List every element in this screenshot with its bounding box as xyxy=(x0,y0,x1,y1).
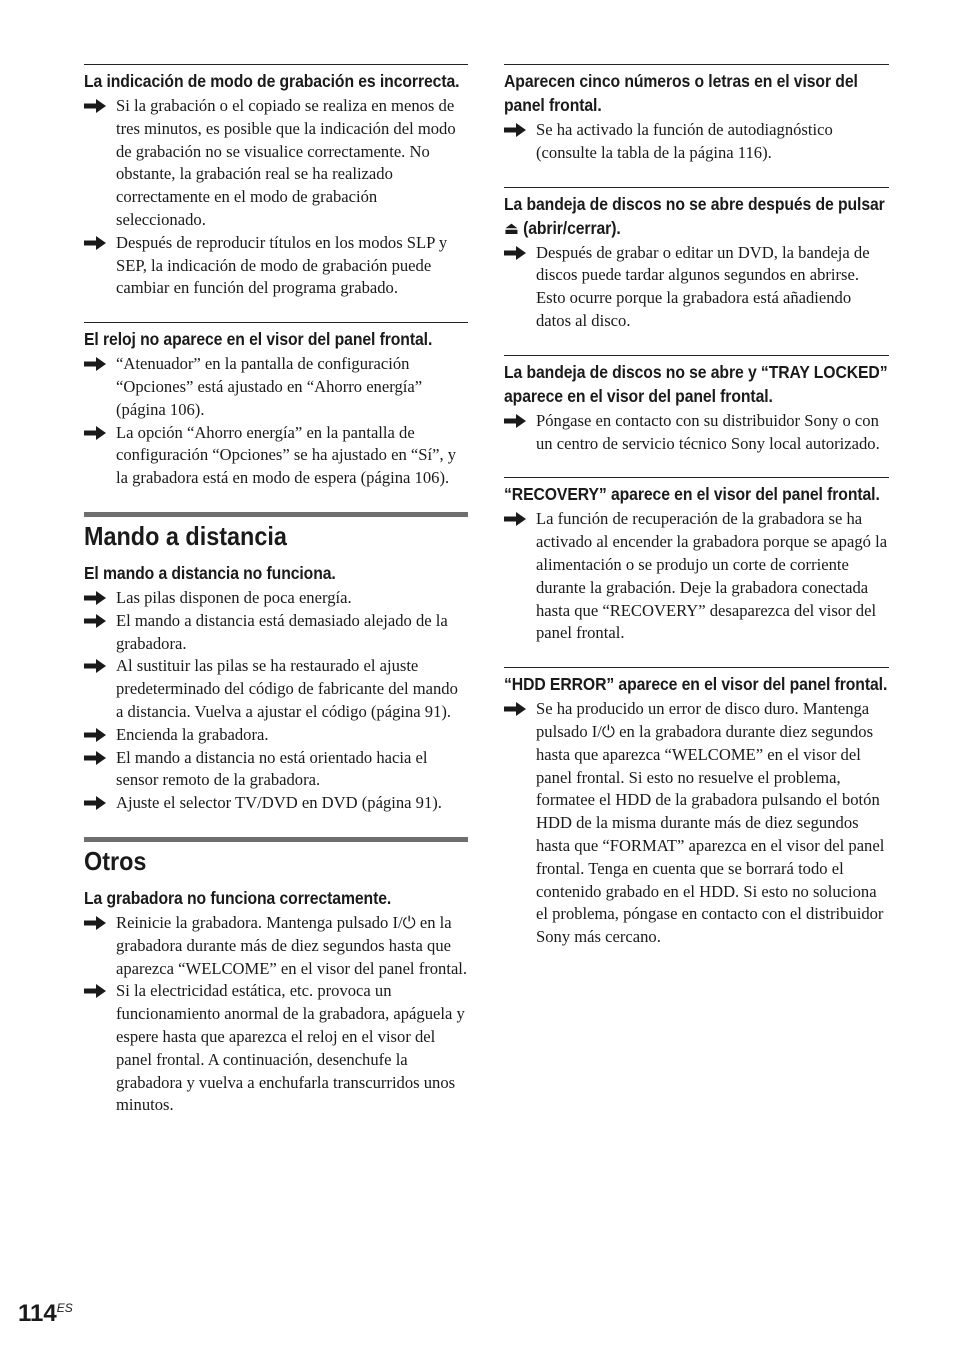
solution-text: Al sustituir las pilas se ha restaurado el ajuste predeterminado del código de fabricante del mando a distancia. Vuelva a ajustar el código (página 91). xyxy=(116,656,458,721)
problem-title: La indicación de modo de grabación es incorrecta. xyxy=(84,71,460,91)
section-header xyxy=(84,837,468,876)
solution-item xyxy=(84,95,468,232)
troubleshooting-entry xyxy=(84,64,468,300)
right-arrow-icon xyxy=(84,983,106,999)
troubleshooting-entry xyxy=(504,187,889,333)
right-arrow-icon xyxy=(84,750,106,766)
right-arrow-icon xyxy=(84,98,106,114)
problem-title: Aparecen cinco números o letras en el visor del panel frontal. xyxy=(504,71,858,115)
problem-title: “RECOVERY” aparece en el visor del panel frontal. xyxy=(504,484,880,505)
troubleshooting-entry xyxy=(84,561,468,815)
solution-text: La función de recuperación de la grabadora se ha activado al encender la grabadora porque se apagó la alimentación o se produjo un corte de corriente durante la grabación. Deje la grabadora conectada hasta que “RECOVERY” desaparezca del visor del panel frontal. xyxy=(536,509,888,643)
troubleshooting-entry xyxy=(84,886,468,1117)
solution-item xyxy=(84,912,468,980)
solution-text: Se ha activado la función de autodiagnóstico (consulte la tabla de la página 116). xyxy=(536,120,833,162)
problem-title: “HDD ERROR” aparece en el visor del panel frontal. xyxy=(504,674,888,695)
right-arrow-icon xyxy=(84,590,106,606)
solution-list xyxy=(504,242,889,333)
solution-list xyxy=(84,353,468,490)
solution-text: Después de grabar o editar un DVD, la bandeja de discos puede tardar algunos segundos en abrirse. Esto ocurre porque la grabadora está añadiendo datos al disco. xyxy=(536,242,870,330)
left-problems xyxy=(84,64,468,490)
section-header xyxy=(84,512,468,551)
solution-item xyxy=(504,242,889,333)
right-arrow-icon xyxy=(84,795,106,811)
solution-text: Se ha producido un error de disco duro. Mantenga pulsado I/⏻ en la grabadora durante diez segundos hasta que aparezca “WELCOME” en el visor del panel frontal. Si esto no resuelve el problema, formatee el HDD de la grabadora pulsando el botón HDD de la misma durante más de diez segundos hasta que “FORMAT” aparezca en el visor del panel frontal. Tenga en cuenta que se borrará todo el contenido grabado en el HDD. Si esto no soluciona el problema, póngase en contacto con el distribuidor Sony más cercano. xyxy=(536,699,885,947)
section-heading: Otros xyxy=(84,845,147,876)
page-number xyxy=(18,1300,73,1328)
problem-title: El reloj no aparece en el visor del panel frontal. xyxy=(84,329,433,350)
problem-title: El mando a distancia no funciona. xyxy=(84,562,336,583)
solution-item xyxy=(84,980,468,1117)
solution-list xyxy=(84,95,468,300)
solution-item xyxy=(504,410,889,456)
solution-text: Ajuste el selector TV/DVD en DVD (página 91). xyxy=(116,793,442,813)
solution-list xyxy=(84,587,468,815)
solution-text: Si la grabación o el copiado se realiza en menos de tres minutos, es posible que la indicación del modo de grabación no se visualice correctamente. No obstante, la grabación real se ha realizado correctamente en el modo de grabación seleccionado. xyxy=(116,96,456,229)
right-arrow-icon xyxy=(84,356,106,372)
troubleshooting-entry xyxy=(84,322,468,490)
solution-list xyxy=(504,410,889,456)
page-number-value: 114 xyxy=(18,1300,57,1327)
solution-text: La opción “Ahorro energía” en la pantalla de configuración “Opciones” se ha ajustado en “Sí”, y la grabadora está en modo de espera (página 106). xyxy=(116,422,457,488)
left-column xyxy=(84,64,468,1117)
section xyxy=(84,512,468,815)
right-arrow-icon xyxy=(504,413,526,429)
troubleshooting-entry xyxy=(504,667,889,949)
problem-title: La grabadora no funciona correctamente. xyxy=(84,887,392,908)
solution-item xyxy=(84,610,468,656)
solution-text: Después de reproducir títulos en los modos SLP y SEP, la indicación de modo de grabación puede cambiar en función del programa grabado. xyxy=(116,232,448,298)
solution-list xyxy=(504,119,889,165)
section xyxy=(84,837,468,1117)
solution-text: Póngase en contacto con su distribuidor Sony o con un centro de servicio técnico Sony local autorizado. xyxy=(536,410,880,453)
right-arrow-icon xyxy=(84,425,106,441)
right-arrow-icon xyxy=(504,245,526,261)
section-heading: Mando a distancia xyxy=(84,520,287,551)
solution-item xyxy=(84,353,468,421)
left-sections xyxy=(84,512,468,1117)
solution-item xyxy=(84,747,468,793)
solution-item xyxy=(84,655,468,723)
solution-list xyxy=(504,698,889,949)
right-arrow-icon xyxy=(84,727,106,743)
problem-title: La bandeja de discos no se abre y “TRAY LOCKED” aparece en el visor del panel frontal. xyxy=(504,361,888,406)
solution-text: “Atenuador” en la pantalla de configuración “Opciones” está ajustado en “Ahorro energía” (página 106). xyxy=(116,354,423,419)
troubleshooting-entry xyxy=(504,355,889,456)
solution-text: El mando a distancia no está orientado hacia el sensor remoto de la grabadora. xyxy=(116,747,428,790)
right-arrow-icon xyxy=(84,915,106,931)
solution-text: Encienda la grabadora. xyxy=(116,724,269,744)
solution-item xyxy=(84,724,468,747)
solution-text: Reinicie la grabadora. Mantenga pulsado I/⏻ en la grabadora durante más de diez segundos hasta que aparezca “WELCOME” en el visor del panel frontal. xyxy=(116,912,468,978)
right-arrow-icon xyxy=(84,235,106,251)
solution-text: Si la electricidad estática, etc. provoca un funcionamiento anormal de la grabadora, apáguela y espere hasta que aparezca el reloj en el visor del panel frontal. A continuación, desenchufe la grabadora y vuelva a enchufarla transcurridos unos minutos. xyxy=(116,981,465,1115)
solution-item xyxy=(504,698,889,949)
solution-item xyxy=(504,508,889,645)
solution-item xyxy=(504,119,889,165)
right-arrow-icon xyxy=(504,122,526,138)
solution-item xyxy=(84,587,468,610)
troubleshooting-entry xyxy=(504,64,889,165)
solution-list xyxy=(504,508,889,645)
solution-item xyxy=(84,792,468,815)
right-arrow-icon xyxy=(504,701,526,717)
right-arrow-icon xyxy=(84,658,106,674)
solution-text: El mando a distancia está demasiado alejado de la grabadora. xyxy=(116,610,448,653)
right-arrow-icon xyxy=(84,613,106,629)
page-number-suffix: ES xyxy=(56,1301,73,1315)
right-arrow-icon xyxy=(504,511,526,527)
solution-list xyxy=(84,912,468,1117)
solution-item xyxy=(84,422,468,490)
solution-text: Las pilas disponen de poca energía. xyxy=(116,587,352,607)
problem-title: La bandeja de discos no se abre después de pulsar ⏏ (abrir/cerrar). xyxy=(504,193,885,238)
right-column xyxy=(504,64,889,949)
solution-item xyxy=(84,232,468,300)
troubleshooting-entry xyxy=(504,477,889,645)
